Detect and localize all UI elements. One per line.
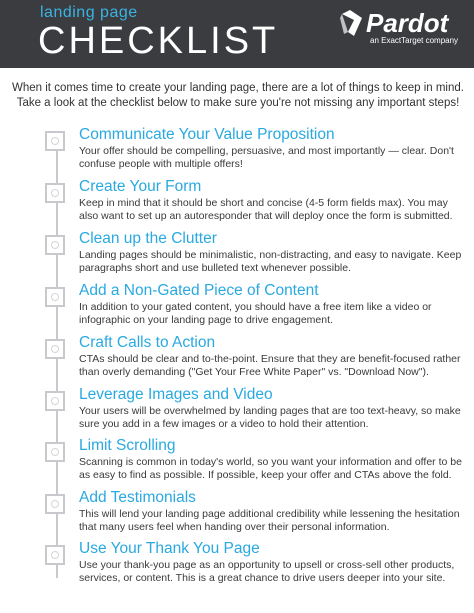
brand-logo <box>336 8 468 48</box>
item-title: Leverage Images and Video <box>79 386 273 403</box>
header-banner <box>0 0 474 68</box>
item-title: Add a Non-Gated Piece of Content <box>79 282 319 299</box>
page-title: CHECKLIST <box>38 20 279 62</box>
brand-name: Pardot <box>366 8 449 38</box>
item-description: This will lend your landing page additional credibility while lessening the hesitation that many users feel when handing over their personal information. <box>79 508 460 533</box>
item-description: Use your thank-you page as an opportunity to upsell or cross-sell other products, services, or content. This is a great chance to drive users deeper into your site. <box>79 559 455 584</box>
checkbox-icon <box>45 183 65 203</box>
checkbox-icon <box>45 391 65 411</box>
checkbox-icon <box>45 235 65 255</box>
item-title: Clean up the Clutter <box>79 230 217 247</box>
checkbox-icon <box>45 131 65 151</box>
item-description: Keep in mind that it should be short and concise (4-5 form fields max). You may also want to set up an autoresponder that will deploy once the form is submitted. <box>79 197 453 222</box>
item-description: Landing pages should be minimalistic, non-distracting, and easy to navigate. Keep paragraphs short and use bulleted text whenever possible. <box>79 249 462 274</box>
item-description: In addition to your gated content, you should have a free item like a video or infographic on your landing page to drive engagement. <box>79 301 432 326</box>
item-title: Create Your Form <box>79 178 202 195</box>
header-kicker: landing page <box>40 4 138 21</box>
item-title: Craft Calls to Action <box>79 334 216 351</box>
item-title: Limit Scrolling <box>79 437 176 454</box>
checkbox-icon <box>45 545 65 565</box>
intro-text: When it comes time to create your landing page, there are a lot of things to keep in mind. Take a look at the checklist below to make sure you're not missing any important steps! <box>12 82 464 109</box>
checkbox-icon <box>45 494 65 514</box>
item-description: Your users will be overwhelmed by landing pages that are too text-heavy, so make sure you add in a few images or a video to hold their attention. <box>79 405 461 430</box>
item-title: Add Testimonials <box>79 489 196 506</box>
checkbox-icon <box>45 339 65 359</box>
checkbox-icon <box>45 287 65 307</box>
checkbox-icon <box>45 442 65 462</box>
item-description: Scanning is common in today's world, so you want your information and offer to be as easy to find as possible. If possible, keep your offer and CTAs above the fold. <box>79 456 462 481</box>
item-title: Communicate Your Value Proposition <box>79 126 335 143</box>
item-description: Your offer should be compelling, persuasive, and most importantly — clear. Don't confuse people with multiple offers! <box>79 145 454 170</box>
item-title: Use Your Thank You Page <box>79 540 260 557</box>
pardot-logo-icon <box>340 10 364 36</box>
brand-tagline: an ExactTarget company <box>370 36 459 45</box>
item-description: CTAs should be clear and to-the-point. Ensure that they are benefit-focused rather than overly demanding ("Get Your Free White Paper" vs. "Download Now"). <box>79 353 461 378</box>
